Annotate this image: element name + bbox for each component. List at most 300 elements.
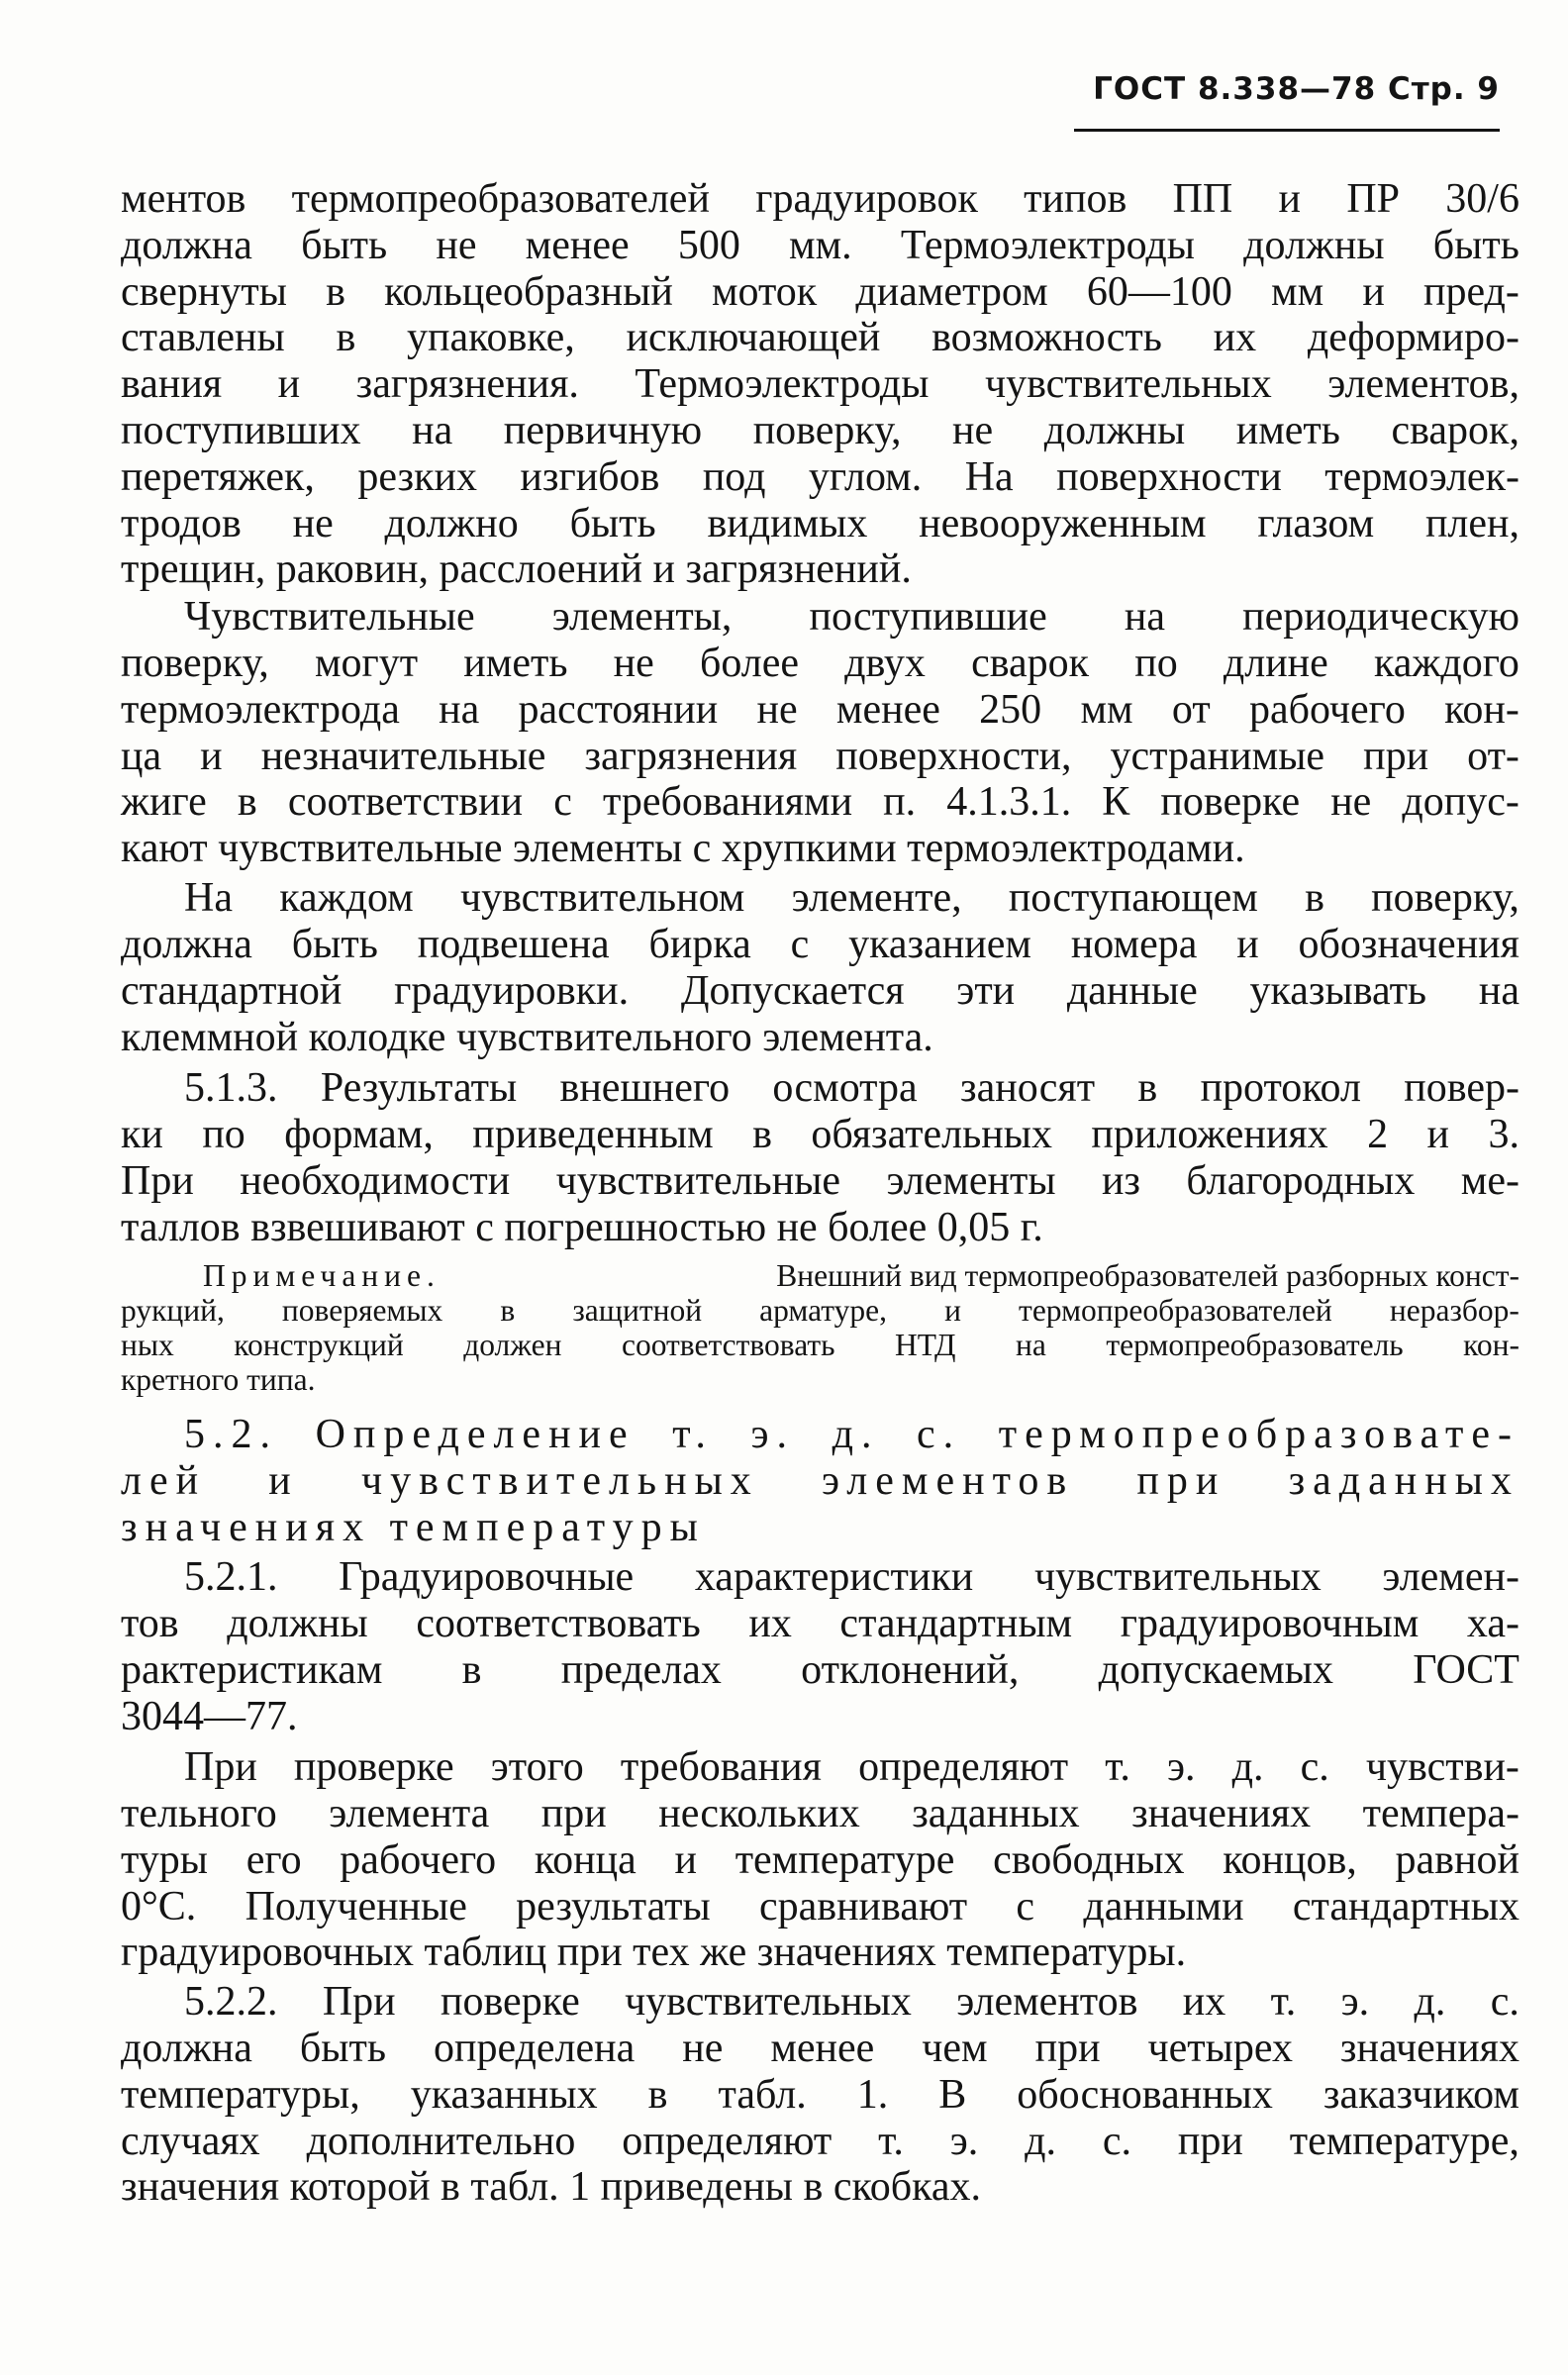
word: с bbox=[790, 922, 810, 967]
word: с bbox=[1016, 1883, 1035, 1930]
word: на bbox=[412, 407, 453, 453]
paragraph-4 bbox=[184, 1065, 1519, 1112]
text-line bbox=[184, 594, 1519, 641]
word: чувствительных bbox=[360, 1458, 759, 1504]
word: внешнего bbox=[559, 1065, 731, 1111]
word: этого bbox=[490, 1744, 584, 1790]
word: определена bbox=[433, 2026, 636, 2071]
word: элемента bbox=[329, 1791, 490, 1836]
word: по bbox=[1134, 641, 1178, 686]
word: обязательных bbox=[811, 1112, 1052, 1157]
word: с. bbox=[1102, 2118, 1132, 2164]
word: бирка bbox=[648, 922, 751, 967]
word: требованиями bbox=[602, 779, 853, 826]
word: от- bbox=[1467, 733, 1519, 779]
word: сравнивают bbox=[758, 1883, 968, 1930]
note-text: Внешний вид термопреобразователей разборных конст- bbox=[776, 1258, 1519, 1293]
word: поверке bbox=[441, 1979, 580, 2025]
word: должны bbox=[1043, 407, 1186, 453]
word: э. bbox=[750, 1412, 796, 1457]
word: на bbox=[1016, 1327, 1046, 1362]
word: термопреобразователь bbox=[1106, 1327, 1404, 1362]
word: рактеристикам bbox=[121, 1646, 383, 1693]
word: значениях bbox=[1339, 2026, 1519, 2071]
word: ме- bbox=[1460, 1157, 1519, 1204]
word: элементы bbox=[886, 1157, 1056, 1204]
word: тельного bbox=[121, 1791, 277, 1836]
word: свернуты bbox=[121, 268, 287, 315]
word: элементов, bbox=[1327, 361, 1519, 408]
paragraph-5-2-1 bbox=[184, 1554, 1519, 1601]
text-line bbox=[121, 408, 1519, 454]
word: термопреобразователей bbox=[291, 176, 710, 222]
word: двух bbox=[844, 641, 926, 686]
word: и bbox=[277, 361, 301, 408]
word: 4.1.3.1. bbox=[946, 779, 1072, 826]
text-line bbox=[121, 687, 1519, 734]
word: табл. bbox=[718, 2071, 807, 2118]
word: эти bbox=[956, 967, 1016, 1014]
note-line: кретного типа. bbox=[121, 1361, 316, 1397]
word: под bbox=[702, 453, 766, 500]
word: поступивших bbox=[121, 407, 361, 453]
word: диаметром bbox=[855, 268, 1048, 315]
word: и bbox=[1236, 922, 1259, 967]
word: результаты bbox=[516, 1883, 711, 1930]
word: каждом bbox=[279, 875, 414, 921]
note-line bbox=[121, 1294, 1519, 1329]
word: 30/6 bbox=[1445, 176, 1519, 222]
word: указанием bbox=[848, 922, 1031, 967]
text-line bbox=[184, 1744, 1519, 1791]
word: ных bbox=[121, 1327, 174, 1362]
word: типов bbox=[1024, 176, 1127, 222]
word: 3. bbox=[1488, 1112, 1519, 1157]
word: элементы, bbox=[551, 594, 733, 640]
text-line: трещин, раковин, расслоений и загрязнений. bbox=[121, 546, 912, 593]
word: в bbox=[647, 2071, 668, 2118]
text-line bbox=[184, 875, 1519, 922]
word: повер- bbox=[1404, 1065, 1519, 1111]
text-line bbox=[121, 1884, 1519, 1930]
word: и bbox=[674, 1836, 697, 1883]
text-line: таллов взвешивают с погрешностью не более 0,05 г. bbox=[121, 1204, 1043, 1250]
word: темпера- bbox=[1362, 1791, 1519, 1836]
word: протокол bbox=[1200, 1065, 1361, 1111]
word: подвешена bbox=[417, 922, 610, 967]
word: обозначения bbox=[1298, 922, 1519, 967]
word: из bbox=[1101, 1157, 1141, 1204]
word: быть bbox=[299, 2026, 386, 2071]
word: с bbox=[553, 779, 572, 826]
paragraph-check-body bbox=[121, 1791, 1519, 1976]
word: Результаты bbox=[320, 1065, 518, 1111]
word: поступающем bbox=[1008, 875, 1258, 921]
word: жиге bbox=[121, 779, 207, 826]
word: и bbox=[268, 1458, 299, 1504]
word: длине bbox=[1223, 641, 1328, 686]
word: ца bbox=[121, 733, 162, 779]
word: температуре, bbox=[1289, 2118, 1519, 2164]
heading-line bbox=[121, 1458, 1519, 1505]
word: случаях bbox=[121, 2118, 260, 2164]
word: температуры, bbox=[121, 2071, 360, 2118]
word: На bbox=[964, 453, 1014, 500]
word: поступившие bbox=[809, 594, 1047, 640]
word: глазом bbox=[1257, 500, 1375, 546]
word: и bbox=[200, 733, 223, 779]
text-line bbox=[121, 361, 1519, 408]
word: В bbox=[938, 2071, 967, 2118]
text-line bbox=[121, 734, 1519, 780]
word: 250 bbox=[979, 686, 1042, 733]
page-header: ГОСТ 8.338—78 Стр. 9 bbox=[1093, 71, 1500, 107]
word: в bbox=[237, 779, 257, 826]
word: не bbox=[292, 500, 334, 546]
word: кон- bbox=[1463, 1327, 1519, 1362]
word: ПР bbox=[1346, 176, 1401, 222]
word: свободных bbox=[993, 1836, 1185, 1883]
word: 5.2.1. bbox=[184, 1554, 278, 1600]
word: должно bbox=[384, 500, 519, 546]
word: не bbox=[1330, 779, 1372, 826]
word: чем bbox=[922, 2026, 988, 2071]
text-line bbox=[121, 454, 1519, 501]
heading-line: значениях температуры bbox=[121, 1504, 706, 1550]
word: менее bbox=[525, 222, 630, 268]
word: в bbox=[461, 1646, 482, 1693]
word: их bbox=[1213, 315, 1257, 361]
word: рабочего bbox=[1248, 686, 1406, 733]
word: чувствительных bbox=[625, 1979, 912, 2025]
word: т. bbox=[1105, 1744, 1130, 1790]
word: арматуре, bbox=[759, 1293, 888, 1328]
word: указанных bbox=[410, 2071, 598, 2118]
word: на bbox=[1478, 967, 1519, 1014]
word: и bbox=[944, 1293, 961, 1328]
word: 1. bbox=[856, 2071, 889, 2118]
paragraph-3-body bbox=[121, 922, 1519, 1060]
word: не bbox=[613, 641, 654, 686]
text-line: кают чувствительные элементы с хрупкими термоэлектродами. bbox=[121, 826, 1245, 872]
word: каждого bbox=[1373, 641, 1519, 686]
note-body bbox=[121, 1294, 1519, 1397]
word: не bbox=[756, 686, 798, 733]
word: должна bbox=[121, 2026, 252, 2071]
word: т. bbox=[878, 2118, 904, 2164]
word: благородных bbox=[1186, 1157, 1416, 1204]
text-line bbox=[121, 2072, 1519, 2119]
word: элементов bbox=[956, 1979, 1138, 2025]
text-line bbox=[121, 176, 1519, 223]
word: быть bbox=[291, 922, 378, 967]
word: характеристики bbox=[694, 1554, 974, 1600]
text-line bbox=[121, 315, 1519, 361]
word: К bbox=[1102, 779, 1130, 826]
word: могут bbox=[314, 641, 419, 686]
word: элементе, bbox=[791, 875, 962, 921]
word: загрязнения bbox=[584, 733, 798, 779]
word: заданных bbox=[912, 1791, 1080, 1836]
word: моток bbox=[711, 268, 818, 315]
word: на bbox=[1124, 594, 1165, 640]
word: приведенным bbox=[472, 1112, 714, 1157]
word: При bbox=[322, 1979, 396, 2025]
word: ки bbox=[121, 1112, 163, 1157]
word: неразбор- bbox=[1389, 1293, 1519, 1328]
word: приложениях bbox=[1091, 1112, 1328, 1157]
word: заказчиком bbox=[1323, 2071, 1519, 2118]
text-line bbox=[121, 1601, 1519, 1647]
word: менее bbox=[835, 686, 940, 733]
word: в bbox=[1305, 875, 1324, 921]
word: формам, bbox=[284, 1112, 434, 1157]
word: обоснованных bbox=[1017, 2071, 1273, 2118]
word: иметь bbox=[1235, 407, 1340, 453]
word: на bbox=[439, 686, 480, 733]
word: отклонений, bbox=[801, 1646, 1020, 1693]
word: поверку, bbox=[121, 641, 269, 686]
word: термоэлек- bbox=[1324, 453, 1519, 500]
word: э. bbox=[1167, 1744, 1196, 1790]
text-line bbox=[184, 1065, 1519, 1112]
word: и bbox=[1426, 1112, 1450, 1157]
word: мм. bbox=[789, 222, 852, 268]
paragraph-3 bbox=[184, 875, 1519, 922]
heading-line bbox=[184, 1412, 1519, 1458]
word: данными bbox=[1083, 1883, 1244, 1930]
word: должна bbox=[121, 922, 252, 967]
text-line bbox=[121, 2026, 1519, 2072]
word: ПП bbox=[1172, 176, 1233, 222]
word: защитной bbox=[572, 1293, 703, 1328]
word: невооруженным bbox=[919, 500, 1207, 546]
text-line bbox=[121, 641, 1519, 687]
text-line bbox=[121, 1647, 1519, 1694]
word: допус- bbox=[1402, 779, 1519, 826]
text-line: значения которой в табл. 1 приведены в скобках. bbox=[121, 2164, 982, 2211]
word: 5.2. bbox=[184, 1412, 278, 1457]
word: периодическую bbox=[1242, 594, 1519, 640]
word: При bbox=[121, 1157, 194, 1204]
word: не bbox=[952, 407, 994, 453]
word: должна bbox=[121, 222, 252, 268]
word: градуировок bbox=[755, 176, 978, 222]
text-line bbox=[121, 2119, 1519, 2165]
word: термоэлектрода bbox=[121, 686, 400, 733]
word: д. bbox=[1025, 2118, 1056, 2164]
word: 2 bbox=[1367, 1112, 1389, 1157]
word: мм bbox=[1080, 686, 1133, 733]
word: и bbox=[1362, 268, 1385, 315]
word: термопреобразовате- bbox=[998, 1412, 1519, 1457]
word: первичную bbox=[503, 407, 703, 453]
word: их bbox=[1182, 1979, 1226, 2025]
word: изгибов bbox=[520, 453, 660, 500]
word: соответствовать bbox=[416, 1601, 701, 1646]
word: деформиро- bbox=[1307, 315, 1519, 361]
word: указывать bbox=[1249, 967, 1427, 1014]
word: с. bbox=[1300, 1744, 1329, 1790]
word: 500 bbox=[677, 222, 740, 268]
word: видимых bbox=[707, 500, 868, 546]
word: должны bbox=[227, 1601, 368, 1646]
word: сварок, bbox=[1391, 407, 1519, 453]
word: расстоянии bbox=[518, 686, 719, 733]
word: д. bbox=[832, 1412, 880, 1457]
word: сварок bbox=[971, 641, 1090, 686]
word: Допускается bbox=[680, 967, 905, 1014]
word: тов bbox=[121, 1601, 179, 1646]
word: чувстви- bbox=[1365, 1744, 1519, 1790]
word: не bbox=[682, 2026, 724, 2071]
word: дополнительно bbox=[306, 2118, 576, 2164]
word: данные bbox=[1066, 967, 1198, 1014]
word: градуировки. bbox=[394, 967, 630, 1014]
word: стандартным bbox=[839, 1601, 1073, 1646]
word: Чувствительные bbox=[184, 594, 475, 640]
paragraph-check bbox=[184, 1744, 1519, 1791]
word: устранимые bbox=[1110, 733, 1325, 779]
header-rule bbox=[1074, 129, 1500, 132]
word: при bbox=[1136, 1458, 1226, 1504]
word: исключающей bbox=[626, 315, 881, 361]
word: пределах bbox=[560, 1646, 722, 1693]
note-line bbox=[121, 1329, 1519, 1363]
word: поверяемых bbox=[281, 1293, 443, 1328]
word: поверку, bbox=[1371, 875, 1519, 921]
word: необходимости bbox=[240, 1157, 511, 1204]
word: должны bbox=[1243, 222, 1385, 268]
word: рукций, bbox=[121, 1293, 225, 1328]
text-line bbox=[121, 779, 1519, 826]
word: При bbox=[184, 1744, 257, 1790]
word: плен, bbox=[1424, 500, 1519, 546]
word: при bbox=[1034, 2026, 1101, 2071]
word: п. bbox=[883, 779, 917, 826]
word: от bbox=[1171, 686, 1211, 733]
word: с. bbox=[1490, 1979, 1519, 2025]
text-line bbox=[121, 269, 1519, 316]
word: упаковке, bbox=[407, 315, 575, 361]
paragraph-2 bbox=[184, 594, 1519, 641]
section-heading bbox=[184, 1412, 1519, 1458]
text-line bbox=[121, 223, 1519, 269]
word: ставлены bbox=[121, 315, 285, 361]
word: э. bbox=[949, 2118, 979, 2164]
paragraph-2-body bbox=[121, 641, 1519, 872]
word: резких bbox=[357, 453, 477, 500]
word: ментов bbox=[121, 176, 246, 222]
word: в bbox=[500, 1293, 516, 1328]
word: вания bbox=[121, 361, 223, 408]
text-line bbox=[121, 968, 1519, 1015]
word: поверхности, bbox=[835, 733, 1072, 779]
note-first-line bbox=[203, 1259, 1519, 1294]
word: определяют bbox=[622, 2118, 833, 2164]
word: НТД bbox=[895, 1327, 956, 1362]
paragraph-1 bbox=[121, 176, 1519, 593]
word: кон- bbox=[1444, 686, 1519, 733]
word: градуировочным bbox=[1120, 1601, 1420, 1646]
word: поверку, bbox=[752, 407, 902, 453]
word: пред- bbox=[1422, 268, 1519, 315]
word: концов, bbox=[1223, 1836, 1357, 1883]
word: кольцеобразный bbox=[384, 268, 673, 315]
word: в bbox=[336, 315, 356, 361]
word: т. bbox=[672, 1412, 714, 1457]
word: в bbox=[326, 268, 345, 315]
text-line bbox=[184, 1554, 1519, 1601]
word: углом. bbox=[808, 453, 923, 500]
word: чувствительных bbox=[984, 361, 1272, 408]
word: незначительные bbox=[260, 733, 546, 779]
word: элемен- bbox=[1382, 1554, 1519, 1600]
note-label: Примечание. bbox=[203, 1258, 441, 1293]
text-line: 3044—77. bbox=[121, 1693, 298, 1739]
paragraph-5-2-1-body bbox=[121, 1601, 1519, 1739]
word: т. bbox=[1270, 1979, 1297, 2025]
word: На bbox=[184, 875, 233, 921]
word: стандартной bbox=[121, 967, 343, 1014]
word: нескольких bbox=[658, 1791, 860, 1836]
word: тродов bbox=[121, 500, 242, 546]
paragraph-4-body bbox=[121, 1112, 1519, 1250]
word: туры bbox=[121, 1836, 209, 1883]
word: быть bbox=[569, 500, 656, 546]
text-line bbox=[121, 501, 1519, 547]
word: перетяжек, bbox=[121, 453, 315, 500]
word: э. bbox=[1340, 1979, 1370, 2025]
word: проверке bbox=[293, 1744, 454, 1790]
word: соответствии bbox=[287, 779, 524, 826]
word: ГОСТ bbox=[1413, 1646, 1519, 1693]
text-line bbox=[121, 1112, 1519, 1158]
word: при bbox=[1177, 2118, 1243, 2164]
word: с. bbox=[917, 1412, 962, 1457]
word: возможность bbox=[931, 315, 1162, 361]
word: конца bbox=[534, 1836, 637, 1883]
section-heading-body bbox=[121, 1458, 1519, 1551]
text-line: клеммной колодке чувствительного элемента. bbox=[121, 1014, 933, 1060]
word: Термоэлектроды bbox=[900, 222, 1195, 268]
note-line bbox=[203, 1259, 1519, 1294]
word: термопреобразователей bbox=[1019, 1293, 1332, 1328]
word: Определение bbox=[315, 1412, 636, 1457]
paragraph-5-2-2 bbox=[184, 1979, 1519, 2026]
word: заданных bbox=[1288, 1458, 1519, 1504]
text-line bbox=[121, 1837, 1519, 1884]
word: номера bbox=[1070, 922, 1198, 967]
word: осмотра bbox=[772, 1065, 918, 1111]
word: 60—100 bbox=[1086, 268, 1232, 315]
word: заносят bbox=[959, 1065, 1096, 1111]
text-line: градуировочных таблиц при тех же значениях температуры. bbox=[121, 1930, 1187, 1976]
word: менее bbox=[770, 2026, 875, 2071]
word: загрязнения. bbox=[355, 361, 579, 408]
word: элементов bbox=[822, 1458, 1075, 1504]
word: стандартных bbox=[1292, 1883, 1519, 1930]
text-line bbox=[121, 1158, 1519, 1205]
word: четырех bbox=[1147, 2026, 1293, 2071]
word: в bbox=[1137, 1065, 1158, 1111]
word: в bbox=[752, 1112, 772, 1157]
word: температуре bbox=[735, 1836, 955, 1883]
word: поверхности bbox=[1056, 453, 1282, 500]
word: иметь bbox=[463, 641, 568, 686]
word: поверке bbox=[1160, 779, 1301, 826]
word: по bbox=[202, 1112, 245, 1157]
